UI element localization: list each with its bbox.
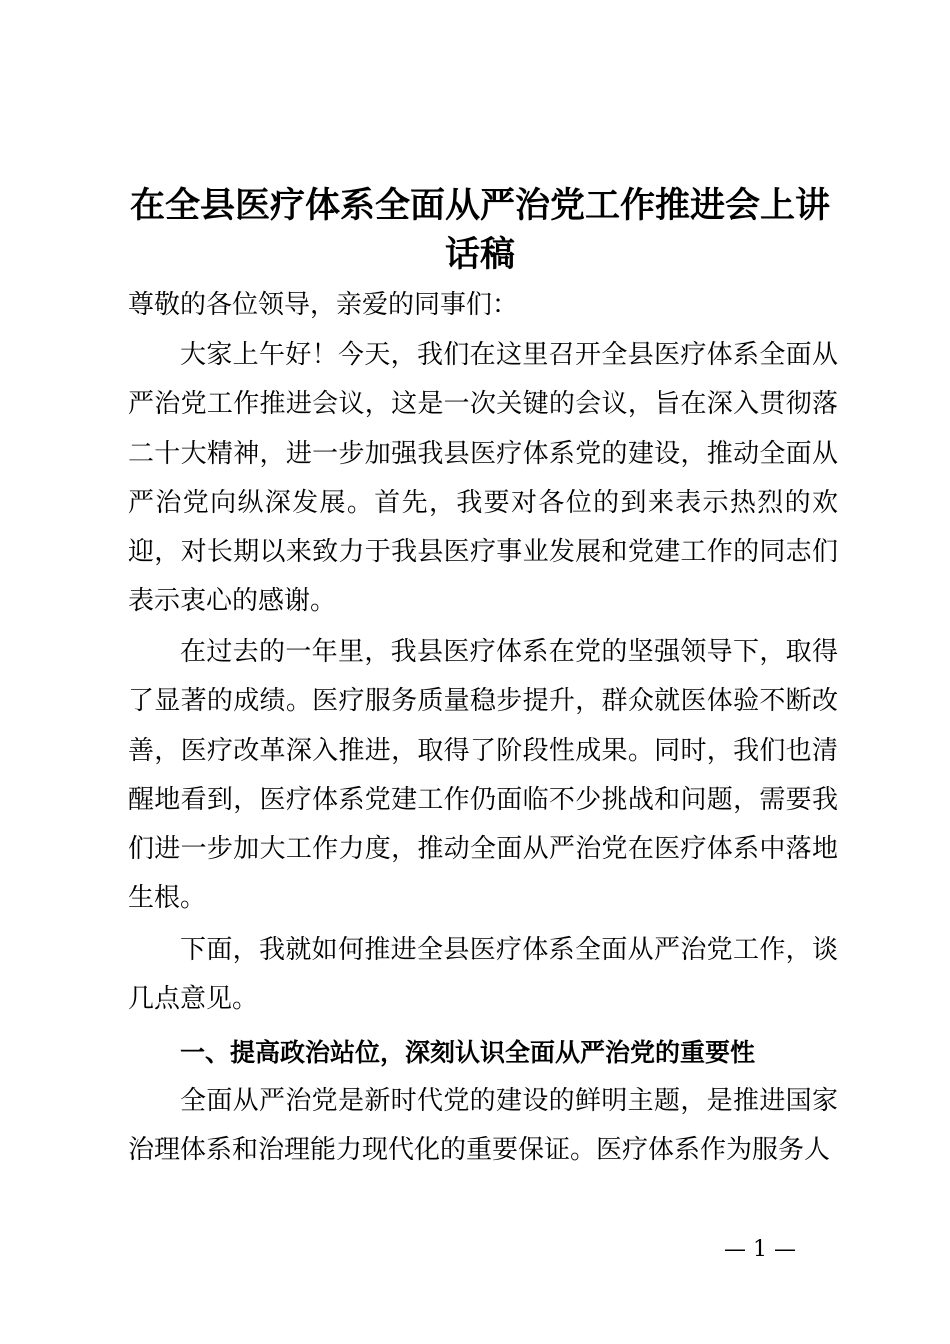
greeting: 尊敬的各位领导，亲爱的同事们：	[128, 290, 519, 320]
document-title-line-1: 在全县医疗体系全面从严治党工作推进会上讲	[129, 186, 830, 226]
paragraph-3: 下面，我就如何推进全县医疗体系全面从严治党工作，谈几点意见。	[128, 935, 838, 1015]
section-heading-1: 一、提高政治站位，深刻认识全面从严治党的重要性	[180, 1038, 756, 1067]
paragraph-1: 大家上午好！今天，我们在这里召开全县医疗体系全面从严治党工作推进会议，这是一次关键的会议，旨在深入贯彻落二十大精神，进一步加强我县医疗体系党的建设，推动全面从严治党向纵深发展。首先，我要对各位的到来表示热烈的欢迎，对长期以来致力于我县医疗事业发展和党建工作的同志们表示衷心的感谢。	[128, 340, 838, 617]
document-title-line-2: 话稿	[444, 235, 515, 275]
page-number: — 1 —	[724, 1237, 796, 1262]
paragraph-2: 在过去的一年里，我县医疗体系在党的坚强领导下，取得了显著的成绩。医疗服务质量稳步提升，群众就医体验不断改善，医疗改革深入推进，取得了阶段性成果。同时，我们也清醒地看到，医疗体系党建工作仍面临不少挑战和问题，需要我们进一步加大工作力度，推动全面从严治党在医疗体系中落地生根。	[128, 637, 838, 914]
paragraph-4: 全面从严治党是新时代党的建设的鲜明主题，是推进国家治理体系和治理能力现代化的重要保证。医疗体系作为服务人	[128, 1086, 838, 1166]
